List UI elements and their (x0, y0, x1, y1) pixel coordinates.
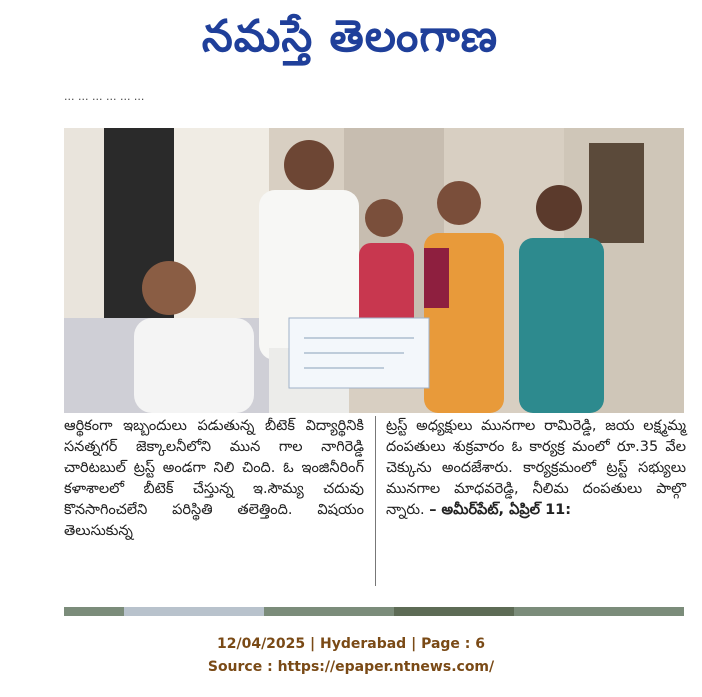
footer-date-line: 12/04/2025 | Hyderabad | Page : 6 (216, 636, 486, 652)
news-photo (64, 128, 684, 413)
article-left-column (64, 416, 364, 542)
cut-off-text: ... ... ... ... ... ... (64, 90, 145, 103)
masthead-title: నమస్తే తెలంగాణ (201, 11, 499, 62)
cut-off-text-line (64, 90, 684, 106)
footer-source-line: Source : https://epaper.ntnews.com/ (207, 659, 495, 675)
next-photo-strip (64, 604, 684, 616)
article-dateline: – అమీర్‌పేట్, ఏప్రిల్ 11: (429, 502, 572, 518)
article-left-text: ఆర్థికంగా ఇబ్బందులు పడుతున్న బీటెక్ విద్యార్థినికి సనత్నగర్ జెక్కాలనీలోని మున గాల నాగిరెడ్డి చారిటబుల్ ట్రస్ట్ అండగా నిలి చింది. ఓ ఇంజినీరింగ్ కళాశాలలో బీటెక్ చేస్తున్న ఇ.సౌమ్య చదువు కొనసాగించలేని పరిస్థితి తలెత్తింది. విషయం తెలుసుకున్న (64, 418, 364, 539)
article-right-text: ట్రస్ట్ అధ్యక్షులు మునగాల రామిరెడ్డి, జయ లక్ష్మమ్మ దంపతులు శుక్రవారం ఓ కార్యక్ర మంలో రూ.35 వేల చెక్కును అందజేశారు. కార్యక్రమంలో ట్రస్ట్ సభ్యులు మునగాల మాధవరెడ్డి, నీలిమ దంపతులు పాల్గొ న్నారు. (386, 418, 686, 518)
column-divider (375, 416, 376, 586)
article-right-column (386, 416, 686, 521)
